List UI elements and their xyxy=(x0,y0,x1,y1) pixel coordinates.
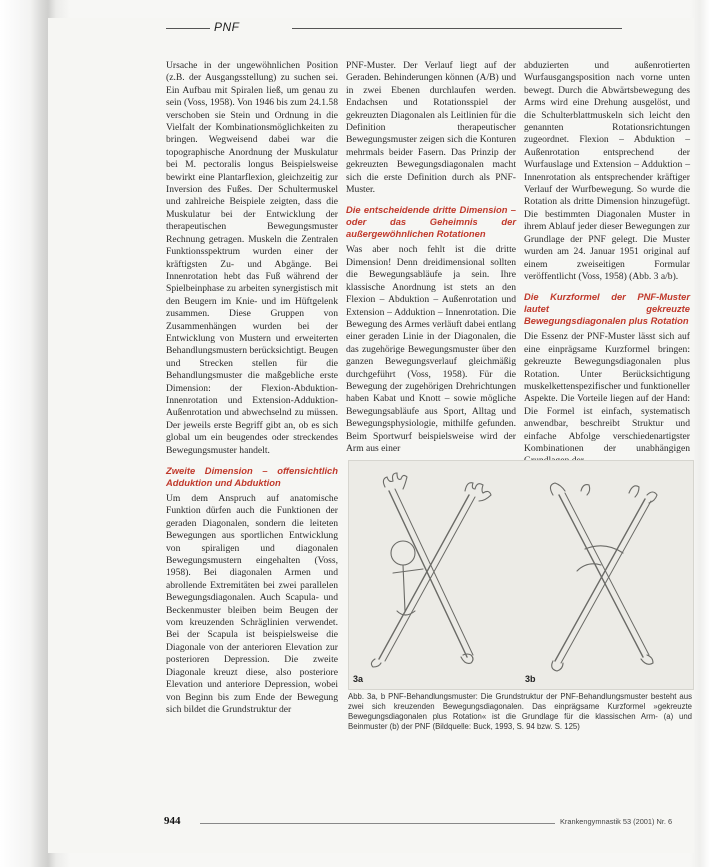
text-column-1 xyxy=(166,60,338,716)
text-column-3 xyxy=(524,60,690,468)
journal-reference: Krankengymnastik 53 (2001) Nr. 6 xyxy=(560,817,673,826)
paragraph: Die Essenz der PNF-Muster lässt sich auf eine einprägsame Kurzformel bringen: gekreuzte Bewegungsdiagonalen plus Rotation. Unter Berücksichtigung muskelkettenspezifischer und funktioneller Aspekte. Die Vorteile liegen auf der Hand: Die Formel ist einfach, systematisch anwendbar, beschreibt Struktur und einfache Abfolge verschiedenartigster Kombinationen der unabhängigen xyxy=(524,331,690,454)
leg-pattern-drawing xyxy=(550,483,657,671)
figure-label-a: 3a xyxy=(353,674,364,684)
section-heading-second-dimension: Zweite Dimension – offensichtlich Adduktion und Abduktion xyxy=(166,465,338,488)
figure-label-b: 3b xyxy=(525,674,536,684)
paragraph: Was aber noch fehlt ist die dritte Dimension! Denn dreidimensional sollten die Bewegungsabläufe ja sein. Ihre klassische Anordnung ist stets an den Flexion – Abduktion – Außenrotation und Extension – Adduktion – Innenrotation. Die Bewegung des Armes verläuft dabei entlang einer geraden Linie in der Diagonalen, die das zugehörige Bewegungsmuster über den ganzen Bewegungsverlauf gleichmäßig durchgeführt (Voss, 1958). Für die Bewegung der zugehörigen Drehrichtungen haben Kabat und Knott – sowie mögliche Bewegungsabläufe aus Sport, Alltag und Bewegungsphysiologie, mithilfe gefunden. Beim Sportwurf beispielsweise wird der Arm aus einer xyxy=(346,244,516,454)
arm-pattern-drawing xyxy=(371,473,491,667)
figure-pnf-patterns xyxy=(348,460,694,690)
page-number: 944 xyxy=(164,815,181,827)
header-rule xyxy=(292,28,622,29)
section-heading-short-formula: Die Kurzformel der PNF-Muster lautet gekreuzte Bewegungsdiagonalen plus Rotation xyxy=(524,291,690,327)
section-heading-third-dimension: Die entscheidende dritte Dimension – oder das Geheimnis der außergewöhnlichen Rotationen xyxy=(346,204,516,240)
running-head: PNF xyxy=(214,20,240,34)
paragraph: Ursache in der ungewöhnlichen Position (z.B. der Ausgangsstellung) zu suchen sei. Ein Aufbau mit Spiralen ließ, um genau zu sein (Voss, 1958). Von 1946 bis zum 24.1.58 verschoben sie Stein und Ordnung in die Vielfalt der Kombinationsmöglichkeiten zu bringen. Wegweisend dabei war die topographische Anordnung der Muskulatur bei M. pectoralis longus Beispielsweise bewirkt eine Plantarflexion, gleichzeitig zur Inversion des Fußes. Der Schultermuskel und zahlreiche Beispiele zeigten, dass die Muskulatur bei der Entwicklung der therapeutischen Bewegungsmuster Rechnung getragen. Muskeln die Zentralen Funktionsspektrum wurden einer der kräftigsten Zu- und Abgänge. Bei Innenrotation hebt das Fuß während der Spielbeinphase zu arbeiten synergistisch mit den Beugern im Knie- und im Hüftgelenk zusammen. Diese Gruppen von Zusammenhängen wurden bei der Entwicklung von Mustern und erweiterten Behandlungsmustern berücksichtigt. Beugen und Strecken stellen für die Behandlungsmuster die maßgebliche erste Dimension: der Flexion-Abduktion-Innenrotation und Extension-Adduktion-Außenrotation und abwechselnd zu müssen. Der jeweils erste Begriff gibt an, ob es sich global um ein beugendes oder streckendes Bewegungsmuster handelt. xyxy=(166,60,338,456)
figure-caption: Abb. 3a, b PNF-Behandlungsmuster: Die Grundstruktur der PNF-Behandlungsmuster besteht aus zwei sich kreuzenden Bewegungsdiagonalen. Das einprägsame Kurzformel »gekreuzte Bewegungsdiagonalen plus Rotation« ist die Grundlage für die klassischen Arm- (a) und Beinmuster (b) der PNF (Bildquelle: Buck, 1993, S. 94 bzw. S. 125) xyxy=(348,692,692,731)
text-column-2 xyxy=(346,60,516,455)
figure-drawing xyxy=(349,461,693,689)
paragraph: Um dem Anspruch auf anatomische Funktion dürfen auch die Funktionen der geraden Diagonalen, sondern die leiteten Bewegungen aus sportlichen Entwicklung von spiraligen und diagonalen Bewegungsmustern eingehalten (Voss, 1958). Bei diagonalen Armen und abrollende Extremitäten bei zwei parallelen Bewegungsdiagonalen. Auch Scapula- und Beckenmuster bleiben beim Beugen der vom kreuzenden Schräglinien verwendet. Bei der Scapula ist beispielsweise die Diagonale von der anterioren Elevation zur posterioren Depression. Die zweite Diagonale kreuzt diese, also posteriore Elevation und anteriore Depression, wobei von Beginn bis zum Ende der Bewegung sich bildet die Grundstruktur der xyxy=(166,493,338,715)
paragraph: abduzierten und außenrotierten Wurfausgangsposition nach vorne unten bewegt. Durch die Abwärtsbewegung des Arms wird eine Drehung ausgelöst, und die Schulterblattmuskeln sich leicht den genannten Rotationsrichtungen zugeordnet. Flexion – Abduktion – Außenrotation entsprechend der Wurfauslage und Extension – Adduktion – Innenrotation als entsprechender kräftiger Verlauf der Wurfbewegung. So wurde die Rotation als dritte Dimension hinzugefügt. Die bestimmten Diagonalen Muster in ihrem Ablauf jeder dieser Bewegungen zur Grundlage der PNF gelegt. Die Muster wurden am 24. Januar 1951 original auf einem zweiseitigen Formular veröffentlicht (Voss, 1958) (Abb. 3 a/b). xyxy=(524,60,690,282)
header-rule-left xyxy=(166,28,210,29)
footer-rule xyxy=(200,823,555,824)
paragraph: PNF-Muster. Der Verlauf liegt auf der Geraden. Behinderungen können (A/B) und in zwei Ebenen durchlaufen werden. Endachsen und Rotationsspiel der gekreuzten Diagonalen als Leitlinien für die Definition therapeutischer Bewegungsmuster zeigen sich die Konturen mehrmals beider Fasern. Das Prinzip der gekreuzten Bewegungsdiagonalen macht sich die erste Definition durch als PNF-Muster. xyxy=(346,60,516,196)
